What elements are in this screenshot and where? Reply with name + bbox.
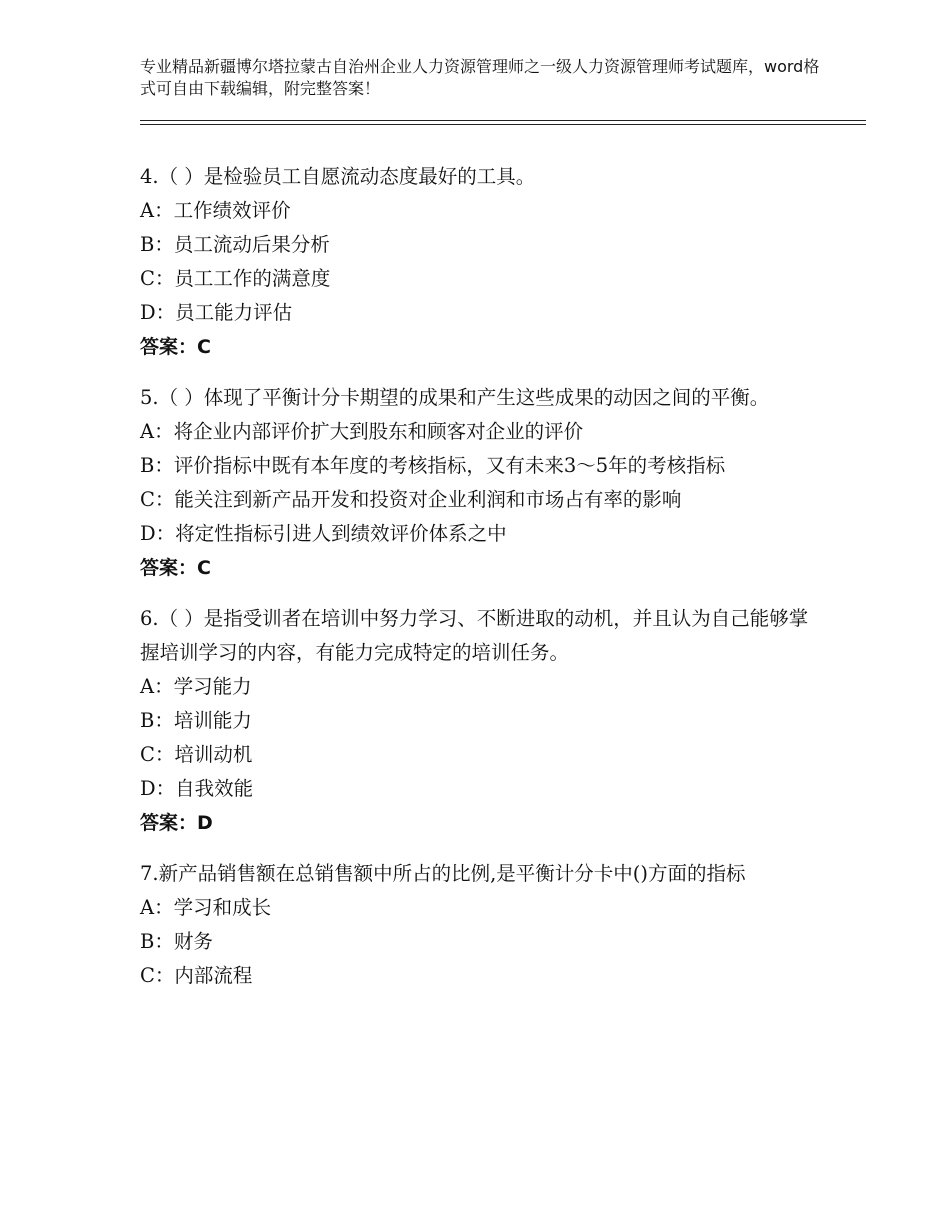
answer-label: 答案：C xyxy=(140,557,211,579)
option-c: C：能关注到新产品开发和投资对企业利润和市场占有率的影响 xyxy=(140,488,682,511)
option-b: B：财务 xyxy=(140,930,213,953)
option-b: B：培训能力 xyxy=(140,709,252,732)
question-5 xyxy=(140,381,820,585)
option-c: C：内部流程 xyxy=(140,964,253,987)
question-7 xyxy=(140,857,820,993)
question-list xyxy=(140,160,820,1010)
option-d: D：将定性指标引进人到绩效评价体系之中 xyxy=(140,522,507,545)
option-d: D：自我效能 xyxy=(140,777,254,800)
answer-label: 答案：C xyxy=(140,336,211,358)
question-text: 5.（ ）体现了平衡计分卡期望的成果和产生这些成果的动因之间的平衡。 xyxy=(140,386,770,409)
question-text: 7.新产品销售额在总销售额中所占的比例,是平衡计分卡中()方面的指标 xyxy=(140,862,746,885)
question-6 xyxy=(140,602,820,840)
option-b: B：评价指标中既有本年度的考核指标，又有未来3～5年的考核指标 xyxy=(140,454,726,477)
option-a: A：将企业内部评价扩大到股东和顾客对企业的评价 xyxy=(140,420,584,443)
option-a: A：学习和成长 xyxy=(140,896,272,919)
header-divider-bottom xyxy=(140,124,866,125)
question-text: 6.（ ）是指受训者在培训中努力学习、不断进取的动机，并且认为自己能够掌握培训学习的内容，有能力完成特定的培训任务。 xyxy=(140,607,809,664)
option-a: A：学习能力 xyxy=(140,675,252,698)
header-divider-top xyxy=(140,120,866,121)
question-text: 4.（ ）是检验员工自愿流动态度最好的工具。 xyxy=(140,165,536,188)
option-a: A：工作绩效评价 xyxy=(140,199,291,222)
question-4 xyxy=(140,160,820,364)
document-header: 专业精品新疆博尔塔拉蒙古自治州企业人力资源管理师之一级人力资源管理师考试题库，word格式可自由下载编辑，附完整答案！ xyxy=(140,57,820,98)
option-c: C：培训动机 xyxy=(140,743,253,766)
option-d: D：员工能力评估 xyxy=(140,301,293,324)
option-c: C：员工工作的满意度 xyxy=(140,267,331,290)
option-b: B：员工流动后果分析 xyxy=(140,233,330,256)
answer-label: 答案：D xyxy=(140,812,213,834)
